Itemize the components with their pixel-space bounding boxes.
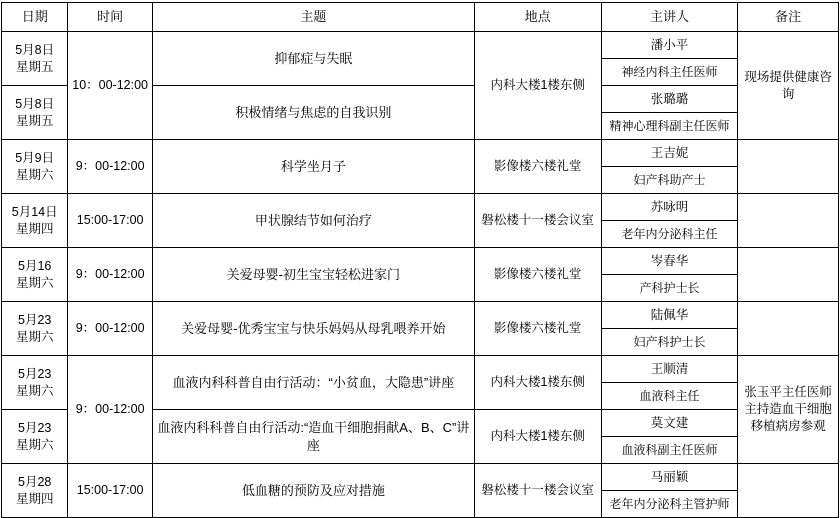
cell-speaker-name: 王顺清: [601, 356, 738, 383]
header-place: 地点: [474, 3, 601, 32]
cell-speaker-name: 苏咏明: [601, 194, 738, 221]
cell-speaker-name: 莫文建: [601, 410, 738, 437]
cell-note: [738, 140, 839, 194]
cell-speaker-title: 妇产科护士长: [601, 329, 738, 356]
cell-speaker-title: 妇产科助产士: [601, 167, 738, 194]
cell-note: [738, 302, 839, 356]
cell-date: 5月16 星期六: [2, 248, 68, 302]
cell-speaker-name: 潘小平: [601, 32, 738, 59]
cell-speaker-title: 老年内分泌科主管护师: [601, 491, 738, 518]
table-row: [2, 248, 839, 275]
cell-time: 10：00-12:00: [68, 32, 153, 140]
cell-speaker-name: 岑春华: [601, 248, 738, 275]
cell-date: 5月23 星期六: [2, 356, 68, 410]
cell-time: 9：00-12:00: [68, 356, 153, 464]
cell-speaker-title: 精神心理科副主任医师: [601, 113, 738, 140]
cell-time: 15:00-17:00: [68, 194, 153, 248]
cell-topic: 抑郁症与失眠: [152, 32, 474, 86]
cell-speaker-name: 张璐璐: [601, 86, 738, 113]
header-speaker: 主讲人: [601, 3, 738, 32]
cell-speaker-title: 血液科主任: [601, 383, 738, 410]
schedule-table: [1, 2, 839, 518]
cell-note: [738, 464, 839, 518]
cell-date: 5月14日 星期四: [2, 194, 68, 248]
cell-date: 5月9日 星期六: [2, 140, 68, 194]
cell-time: 9：00-12:00: [68, 248, 153, 302]
cell-time: 9：00-12:00: [68, 302, 153, 356]
cell-date: 5月8日 星期五: [2, 86, 68, 140]
cell-place: 内科大楼1楼东侧: [474, 32, 601, 140]
header-topic: 主题: [152, 3, 474, 32]
cell-place: 影像楼六楼礼堂: [474, 140, 601, 194]
cell-speaker-name: 马丽颖: [601, 464, 738, 491]
cell-place: 影像楼六楼礼堂: [474, 302, 601, 356]
cell-place: 内科大楼1楼东侧: [474, 410, 601, 464]
cell-speaker-title: 神经内科主任医师: [601, 59, 738, 86]
table-row: [2, 302, 839, 329]
cell-note: [738, 248, 839, 302]
cell-place: 磐松楼十一楼会议室: [474, 194, 601, 248]
cell-topic: 关爱母婴-初生宝宝轻松进家门: [152, 248, 474, 302]
cell-speaker-title: 血液科副主任医师: [601, 437, 738, 464]
cell-speaker-name: 王吉妮: [601, 140, 738, 167]
cell-time: 15:00-17:00: [68, 464, 153, 518]
table-row: [2, 194, 839, 221]
cell-note: [738, 194, 839, 248]
cell-topic: 血液内科科普自由行活动：“小贫血，大隐患”讲座: [152, 356, 474, 410]
cell-place: 影像楼六楼礼堂: [474, 248, 601, 302]
cell-date: 5月28 星期四: [2, 464, 68, 518]
cell-date: 5月23 星期六: [2, 410, 68, 464]
header-time: 时间: [68, 3, 153, 32]
cell-topic: 科学坐月子: [152, 140, 474, 194]
cell-topic: 低血糖的预防及应对措施: [152, 464, 474, 518]
cell-speaker-title: 老年内分泌科主任: [601, 221, 738, 248]
table-row: [2, 140, 839, 167]
cell-speaker-name: 陆佩华: [601, 302, 738, 329]
table-row: [2, 356, 839, 383]
cell-place: 磐松楼十一楼会议室: [474, 464, 601, 518]
cell-topic: 积极情绪与焦虑的自我识别: [152, 86, 474, 140]
cell-place: 内科大楼1楼东侧: [474, 356, 601, 410]
cell-topic: 关爱母婴-优秀宝宝与快乐妈妈从母乳喂养开始: [152, 302, 474, 356]
cell-date: 5月8日 星期五: [2, 32, 68, 86]
cell-speaker-title: 产科护士长: [601, 275, 738, 302]
cell-note: 现场提供健康咨询: [738, 32, 839, 140]
cell-date: 5月23 星期六: [2, 302, 68, 356]
cell-topic: 甲状腺结节如何治疗: [152, 194, 474, 248]
table-row: [2, 464, 839, 491]
header-note: 备注: [738, 3, 839, 32]
table-header-row: [2, 3, 839, 32]
cell-note: 张玉平主任医师主持造血干细胞移植病房参观: [738, 356, 839, 464]
cell-time: 9：00-12:00: [68, 140, 153, 194]
cell-topic: 血液内科科普自由行活动:“造血干细胞捐献A、B、C”讲座: [152, 410, 474, 464]
header-date: 日期: [2, 3, 68, 32]
table-row: [2, 32, 839, 59]
